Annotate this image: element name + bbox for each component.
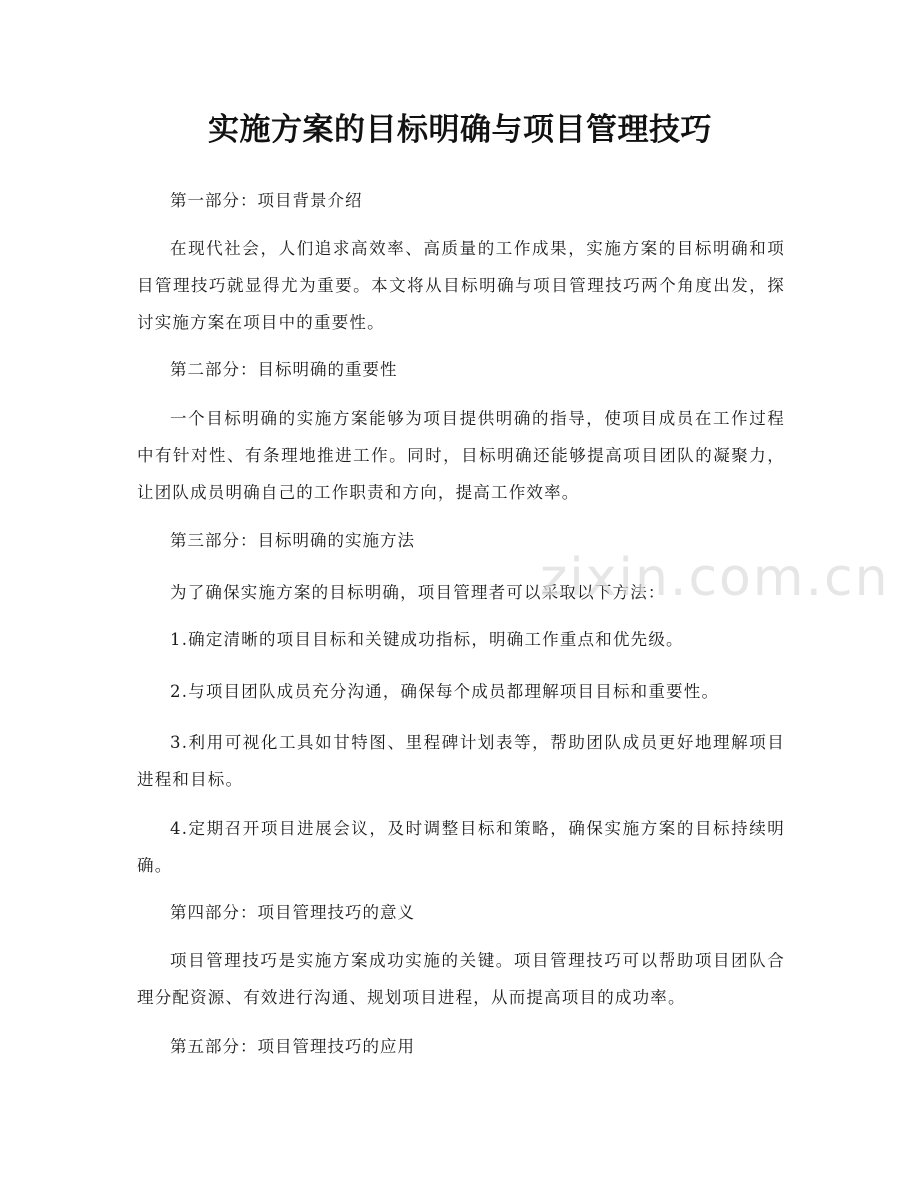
section-heading-5: 第五部分：项目管理技巧的应用 [170, 1037, 415, 1056]
list-item-1: 1.确定清晰的项目目标和关键成功指标，明确工作重点和优先级。 [170, 630, 684, 649]
section-heading-1: 第一部分：项目背景介绍 [170, 191, 363, 210]
section-heading-4: 第四部分：项目管理技巧的意义 [170, 903, 415, 922]
paragraph-goal-importance: 一个目标明确的实施方案能够为项目提供明确的指导，使项目成员在工作过程中有针对性、有条理地推进工作。同时，目标明确还能够提高项目团队的凝聚力，让团队成员明确自己的工作职责和方向，提高工作效率。 [137, 409, 785, 502]
list-item-4: 4.定期召开项目进展会议，及时调整目标和策略，确保实施方案的目标持续明确。 [137, 819, 785, 875]
document-title: 实施方案的目标明确与项目管理技巧 [208, 112, 712, 148]
list-item-2: 2.与项目团队成员充分沟通，确保每个成员都理解项目目标和重要性。 [170, 682, 720, 701]
paragraph-pm-significance: 项目管理技巧是实施方案成功实施的关键。项目管理技巧可以帮助项目团队合理分配资源、有效进行沟通、规划项目进程，从而提高项目的成功率。 [137, 951, 785, 1007]
section-heading-3: 第三部分：目标明确的实施方法 [170, 531, 415, 550]
paragraph-methods-intro: 为了确保实施方案的目标明确，项目管理者可以采取以下方法： [170, 583, 666, 602]
paragraph-background: 在现代社会，人们追求高效率、高质量的工作成果，实施方案的目标明确和项目管理技巧就显得尤为重要。本文将从目标明确与项目管理技巧两个角度出发，探讨实施方案在项目中的重要性。 [137, 239, 785, 332]
section-heading-2: 第二部分：目标明确的重要性 [170, 360, 398, 379]
list-item-3: 3.利用可视化工具如甘特图、里程碑计划表等，帮助团队成员更好地理解项目进程和目标。 [137, 733, 785, 789]
watermark: zixin.com.cn [540, 548, 890, 608]
